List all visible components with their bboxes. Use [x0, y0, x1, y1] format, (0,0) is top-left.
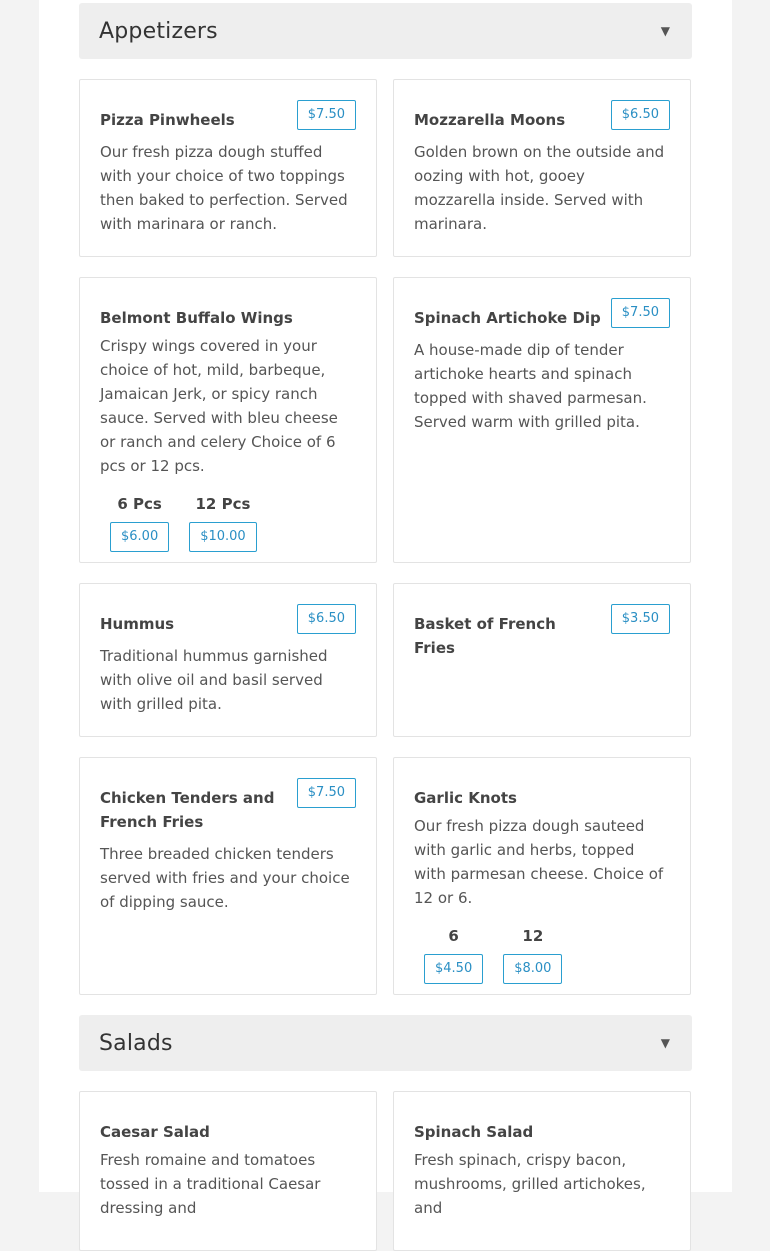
menu-item-card — [393, 277, 691, 563]
price-button[interactable]: $3.50 — [611, 604, 670, 634]
price-button[interactable]: $6.50 — [611, 100, 670, 130]
price-button[interactable]: $6.00 — [110, 522, 169, 552]
item-description: Fresh spinach, crispy bacon, mushrooms, grilled artichokes, and — [414, 1151, 646, 1217]
price-option — [424, 924, 483, 984]
price-button[interactable]: $6.50 — [297, 604, 356, 634]
menu-item-card — [393, 757, 691, 995]
price-option — [110, 492, 169, 552]
menu-item-card — [79, 79, 377, 257]
item-name: Mozzarella Moons — [414, 111, 566, 129]
price-option — [503, 924, 562, 984]
menu-item-card — [393, 1091, 691, 1251]
item-name: Basket of French Fries — [414, 615, 556, 657]
menu-item-card — [393, 583, 691, 737]
item-description: Golden brown on the outside and oozing with hot, gooey mozzarella inside. Served with marinara. — [414, 143, 665, 233]
price-button[interactable]: $7.50 — [297, 778, 356, 808]
price-button[interactable]: $8.00 — [503, 954, 562, 984]
price-option — [189, 492, 257, 552]
item-name: Belmont Buffalo Wings — [100, 309, 293, 327]
item-name: Spinach Salad — [414, 1123, 534, 1141]
item-name: Chicken Tenders and French Fries — [100, 789, 275, 831]
price-options — [414, 924, 670, 984]
item-name: Pizza Pinwheels — [100, 111, 235, 129]
item-description: A house-made dip of tender artichoke hearts and spinach topped with shaved parmesan. Served warm with grilled pita. — [414, 341, 647, 431]
section-title: Appetizers — [99, 18, 218, 44]
chevron-down-icon: ▼ — [660, 1036, 670, 1050]
menu-item-card — [79, 583, 377, 737]
option-label: 6 Pcs — [117, 495, 162, 513]
menu-item-card — [79, 1091, 377, 1251]
option-label: 6 — [448, 927, 459, 945]
menu-item-card — [393, 79, 691, 257]
chevron-down-icon: ▼ — [660, 24, 670, 38]
option-label: 12 — [522, 927, 544, 945]
menu-item-card — [79, 757, 377, 995]
option-label: 12 Pcs — [195, 495, 251, 513]
item-name: Hummus — [100, 615, 175, 633]
price-button[interactable]: $4.50 — [424, 954, 483, 984]
item-description: Traditional hummus garnished with olive oil and basil served with grilled pita. — [100, 647, 328, 713]
item-name: Caesar Salad — [100, 1123, 210, 1141]
price-button[interactable]: $10.00 — [189, 522, 257, 552]
section-header-appetizers[interactable] — [79, 3, 692, 59]
menu-page — [39, 0, 732, 1217]
item-name: Garlic Knots — [414, 789, 517, 807]
menu-item-card — [79, 277, 377, 563]
section-header-salads[interactable] — [79, 1015, 692, 1071]
price-button[interactable]: $7.50 — [297, 100, 356, 130]
item-description: Our fresh pizza dough sauteed with garlic and herbs, topped with parmesan cheese. Choice of 12 or 6. — [414, 817, 664, 907]
item-description: Three breaded chicken tenders served with fries and your choice of dipping sauce. — [100, 845, 350, 911]
price-options — [100, 492, 356, 552]
item-name: Spinach Artichoke Dip — [414, 309, 601, 327]
item-description: Crispy wings covered in your choice of hot, mild, barbeque, Jamaican Jerk, or spicy ranch sauce. Served with bleu cheese or ranch and celery Choice of 6 pcs or 12 pcs. — [100, 337, 338, 475]
price-button[interactable]: $7.50 — [611, 298, 670, 328]
section-title: Salads — [99, 1030, 173, 1056]
item-description: Fresh romaine and tomatoes tossed in a traditional Caesar dressing and — [100, 1151, 321, 1217]
item-description: Our fresh pizza dough stuffed with your choice of two toppings then baked to perfection. Served with marinara or ranch. — [100, 143, 348, 233]
